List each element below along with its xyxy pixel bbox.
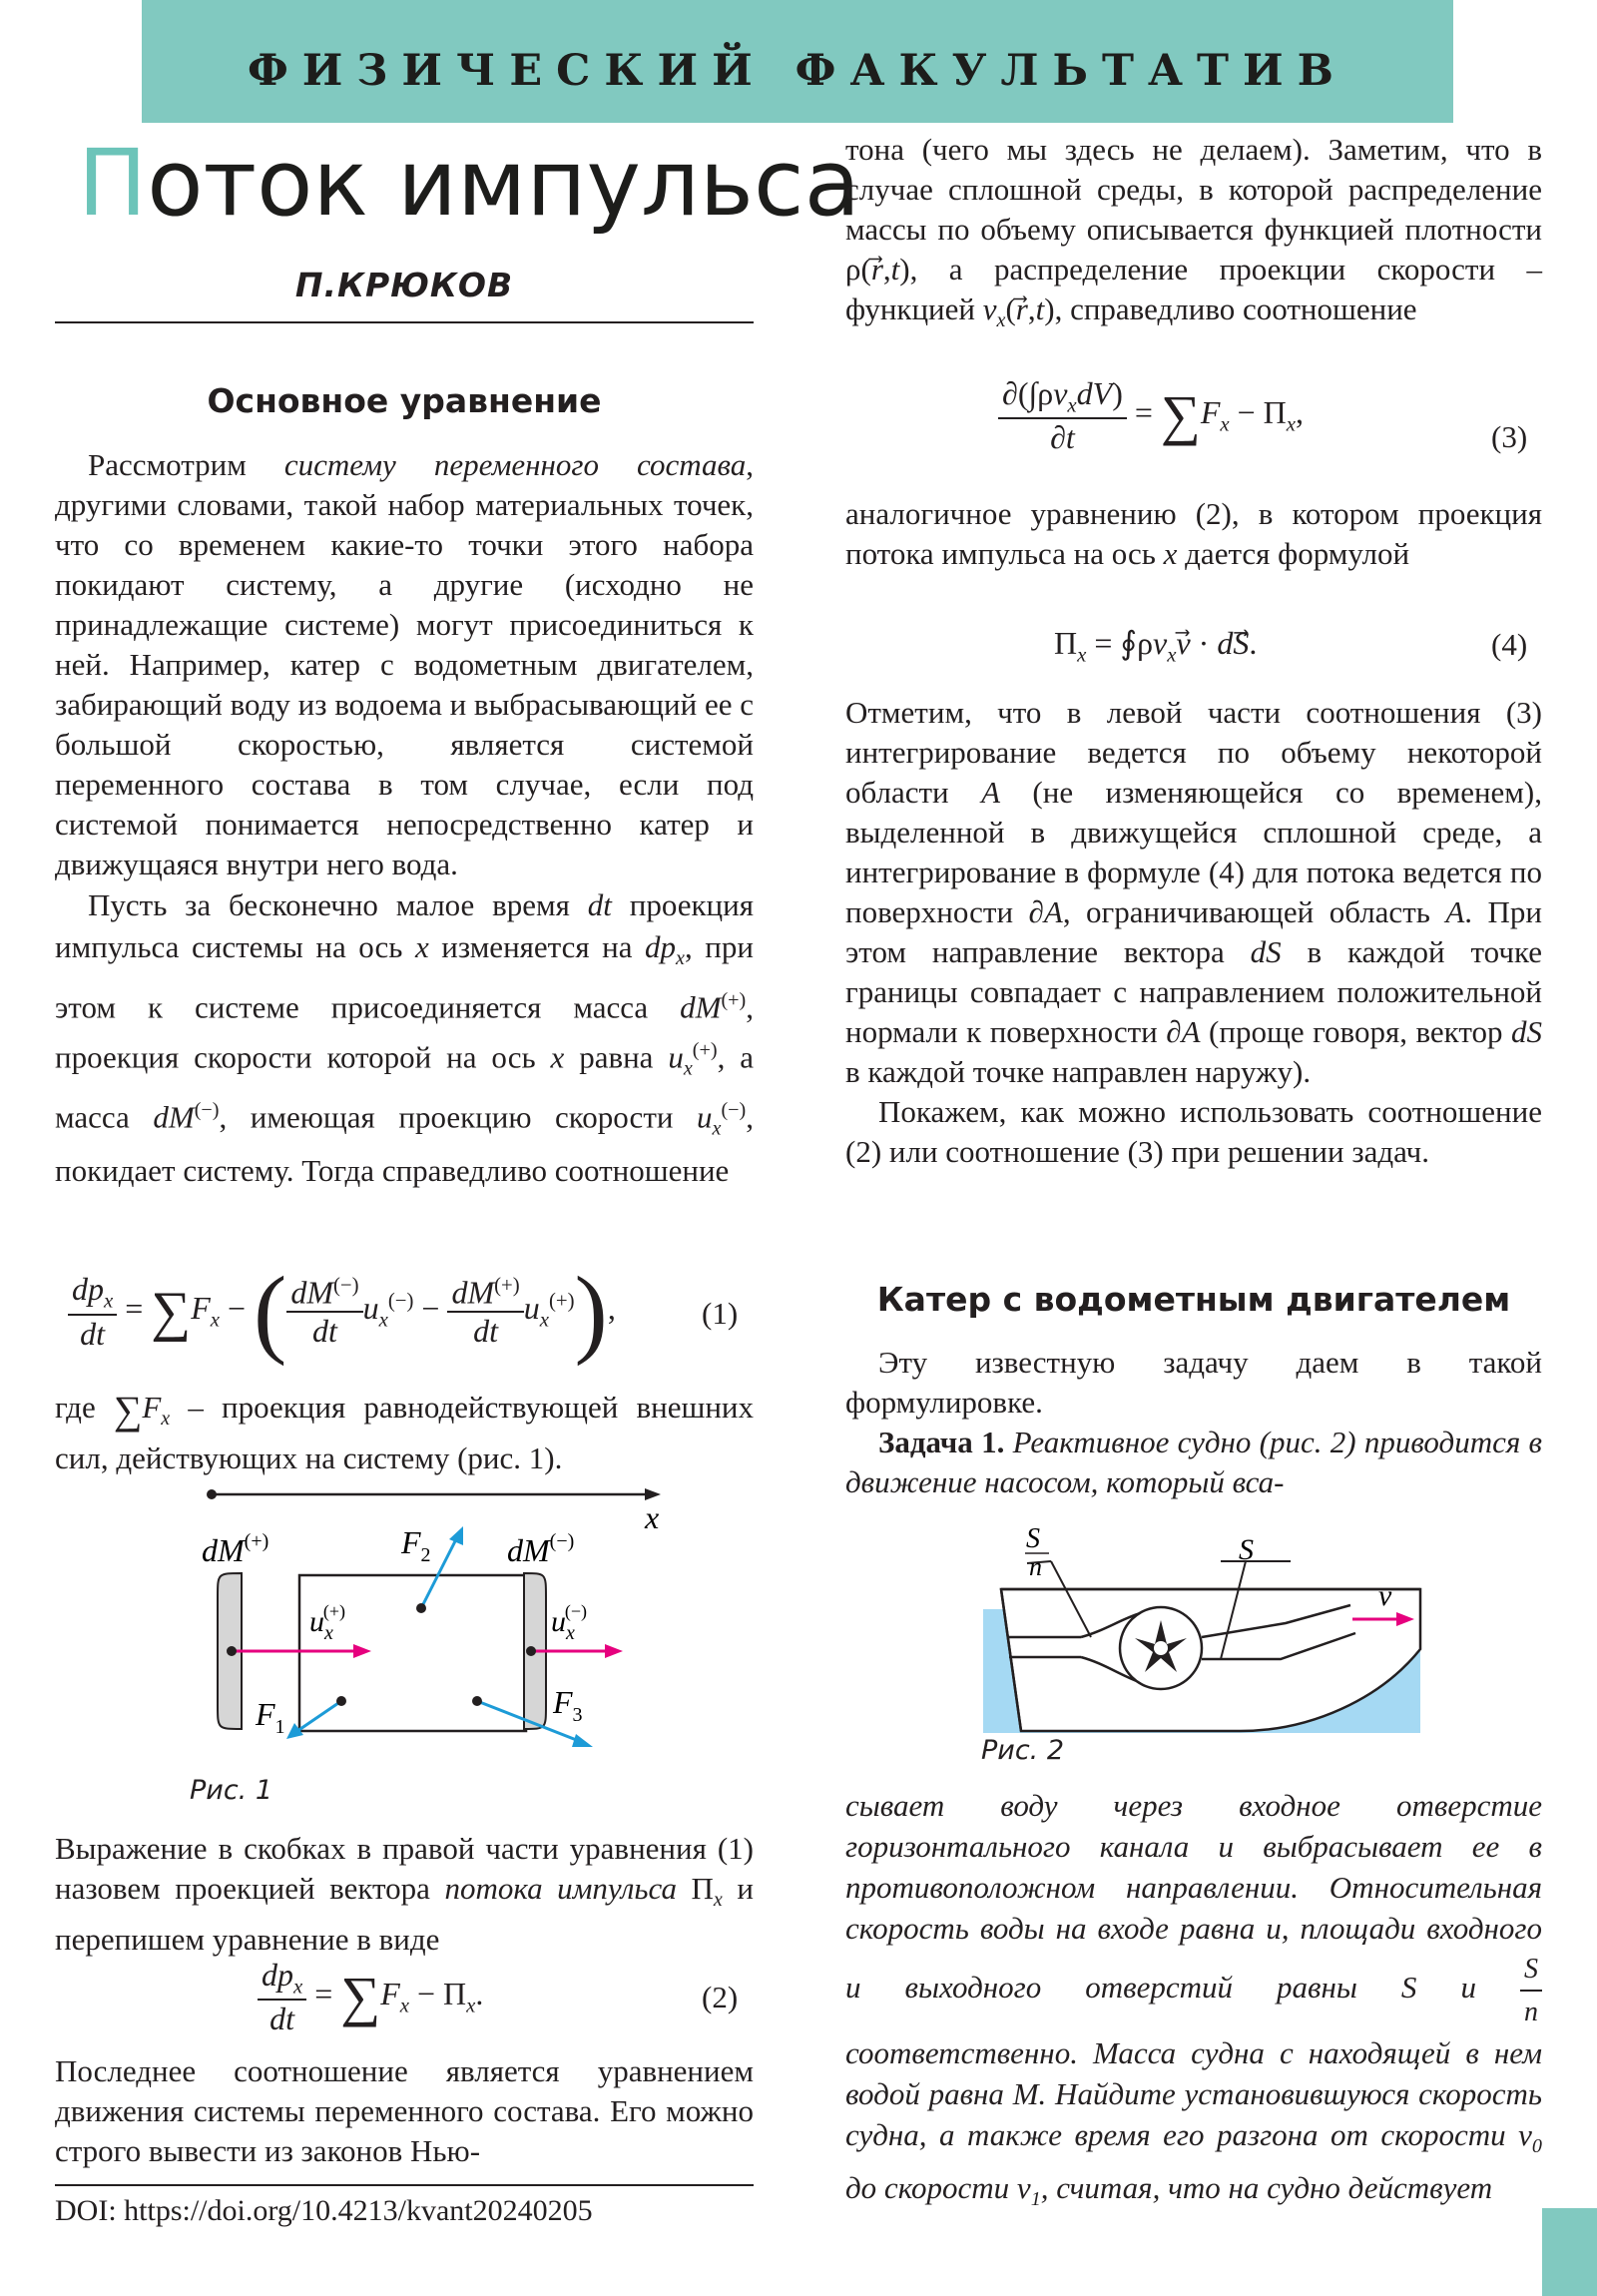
paragraph-1: Рассмотрим систему переменного состава, другими словами, такой набор материальных точек, что со временем какие-то точки этого набора покидают систему, а другие (исходно не принадлежащие системе) могут присоединиться к ней. Например, катер с водометным двигателем, забирающий воду из водоема и выбрасывающий ее с большой скоростью, является системой переменного состава в том случае, если под системой понимается непосредственно катер и движущаяся внутри него вода. <box>55 447 754 881</box>
task-1-start: Задача 1. Реактивное судно (рис. 2) приводится в движение насосом, который вса- <box>845 1425 1542 1499</box>
fig1-dm-plus-label: dM(+) <box>202 1530 269 1568</box>
figure-2 <box>981 1519 1425 1734</box>
fig1-u-plus-label: $u_x(+)$ <box>309 1601 346 1644</box>
page-corner-mark <box>1542 2208 1597 2296</box>
section-heading-basic-equation: Основное уравнение <box>207 381 602 420</box>
right-paragraph-1: тона (чего мы здесь не делаем). Заметим, что в случае сплошной среды, в которой распределение массы по объему описывается функцией плотности ρ(r⃗,t), а распределение проекции скорости – функцией $v_x(r⃗,t)$, справедливо соотношение <box>845 132 1542 332</box>
figure-1-caption: Рис. 1 <box>190 1775 273 1806</box>
equation-1-number: (1) <box>702 1296 739 1331</box>
section-heading-jet-boat: Катер с водометным двигателем <box>876 1280 1511 1319</box>
fig1-u-minus-label: $u_x(-)$ <box>551 1601 588 1644</box>
fig1-F3-label: $F_3$ <box>553 1684 583 1726</box>
title-rule <box>55 321 754 323</box>
section-header-title: ФИЗИЧЕСКИЙ ФАКУЛЬТАТИВ <box>248 46 1347 96</box>
task-1-continuation: сывает воду через входное отверстие горизонтального канала и выбрасывает ее в противоположном направлении. Относительная скорость воды на входе равна u, площади входного и выходного отверстий равны S и $\frac{S}{n}$ соответственно. Масса судна с находящей в нем водой равна M. Найдите установившуюся скорость судна, а также время его разгона от скорости $v_0$ до скорости $v_1$, считая, что на судно действует <box>845 1788 1543 2211</box>
fig1-dm-minus-label: dM(−) <box>507 1530 575 1568</box>
title-initial: П <box>78 130 148 237</box>
left-paragraph-3: где $\sum F_x$ – проекция равнодействующей внешних сил, действующих на систему (рис. 1). <box>55 1387 755 1476</box>
left-paragraph-5: Последнее соотношение является уравнением движения системы переменного состава. Его можно строго вывести из законов Нью- <box>55 2053 754 2168</box>
figure-2-caption: Рис. 2 <box>981 1735 1065 1766</box>
left-paragraph-4: Выражение в скобках в правой части уравнения (1) назовем проекцией вектора потока импульса $\Pi_x$ и перепишем уравнение в виде <box>55 1831 755 1958</box>
paragraph-2: Пусть за бесконечно малое время dt проекция импульса системы на ось x изменяется на $dp_x$, при этом к системе присоединяется масса dM(+), проекция скорости которой на ось x равна $u_x^{(+)}$, а масса dM(−), имеющая проекцию скорости $u_x^{(-)}$, покидает систему. Тогда справедливо соотношение <box>55 887 754 1188</box>
article-title <box>78 130 860 237</box>
fig1-x-label: x <box>645 1499 660 1535</box>
equation-3: $\frac{\partial(\int\rho v_xdV)}{\partial t}$ = $\sum F_x - \Pi_x$, <box>998 375 1304 456</box>
fig2-label-S-n-top: S <box>1026 1523 1040 1554</box>
right-paragraph-4: Покажем, как можно использовать соотношение (2) или соотношение (3) при решении задач. <box>845 1094 1542 1169</box>
equation-1: $\frac{dp_x}{dt}$ = $\sum F_x$ − ( $\frac{dM^{(-)}}{dt}$ $u_x^{(-)}$ − $\frac{dM^{(+)}}{dt}$ $u_x^{(+)}$), <box>68 1262 616 1362</box>
equation-4: $\Pi_x$ = $∮\rho v_xv⃗$ · dS⃗. <box>1054 625 1258 667</box>
fig1-F2-label: $F_2$ <box>401 1524 431 1566</box>
header-banner <box>142 0 1453 123</box>
right-paragraph-5: Эту известную задачу даем в такой формулировке. Задача 1. Реактивное судно (рис. 2) приводится в движение насосом, который вса- <box>845 1343 1542 1502</box>
equation-4-number: (4) <box>1491 627 1528 662</box>
author-name: П.КРЮКОВ <box>294 266 514 304</box>
right-paragraph-2: аналогичное уравнению (2), в котором проекция потока импульса на ось x дается формулой <box>845 496 1542 571</box>
doi-rule <box>55 2184 754 2186</box>
equation-2-number: (2) <box>702 1980 739 2014</box>
right-paragraph-3: Отметим, что в левой части соотношения (3) интегрирование ведется по объему некоторой области A (не изменяющейся со временем), выделенной в движущейся сплошной среде, а интегрирование в формуле (4) для потока ведется по поверхности ∂A, ограничивающей область A. При этом направление вектора dS в каждой точке границы совпадает с направлением положительной нормали к поверхности ∂A (проще говоря, вектор dS в каждой точке направлен наружу). Покажем, как можно использовать соотношение (2) или соотношение (3) при решении задач. <box>845 693 1542 1172</box>
title-rest: оток импульса <box>147 130 860 237</box>
equation-2: $\frac{dp_x}{dt}$ = $\sum F_x - \Pi_x$. <box>258 1957 483 2037</box>
fig2-label-S: S <box>1239 1533 1254 1566</box>
fig2-label-v: v <box>1378 1579 1392 1612</box>
fig2-label-S-n-bottom: n <box>1029 1552 1042 1581</box>
equation-3-number: (3) <box>1491 419 1528 454</box>
fig1-axis-origin <box>207 1489 217 1499</box>
left-paragraphs-top <box>55 445 754 1192</box>
figure-1 <box>180 1473 679 1773</box>
doi-line: DOI: https://doi.org/10.4213/kvant20240205 <box>55 2194 593 2227</box>
fig1-F1-label: $F_1$ <box>256 1696 285 1738</box>
